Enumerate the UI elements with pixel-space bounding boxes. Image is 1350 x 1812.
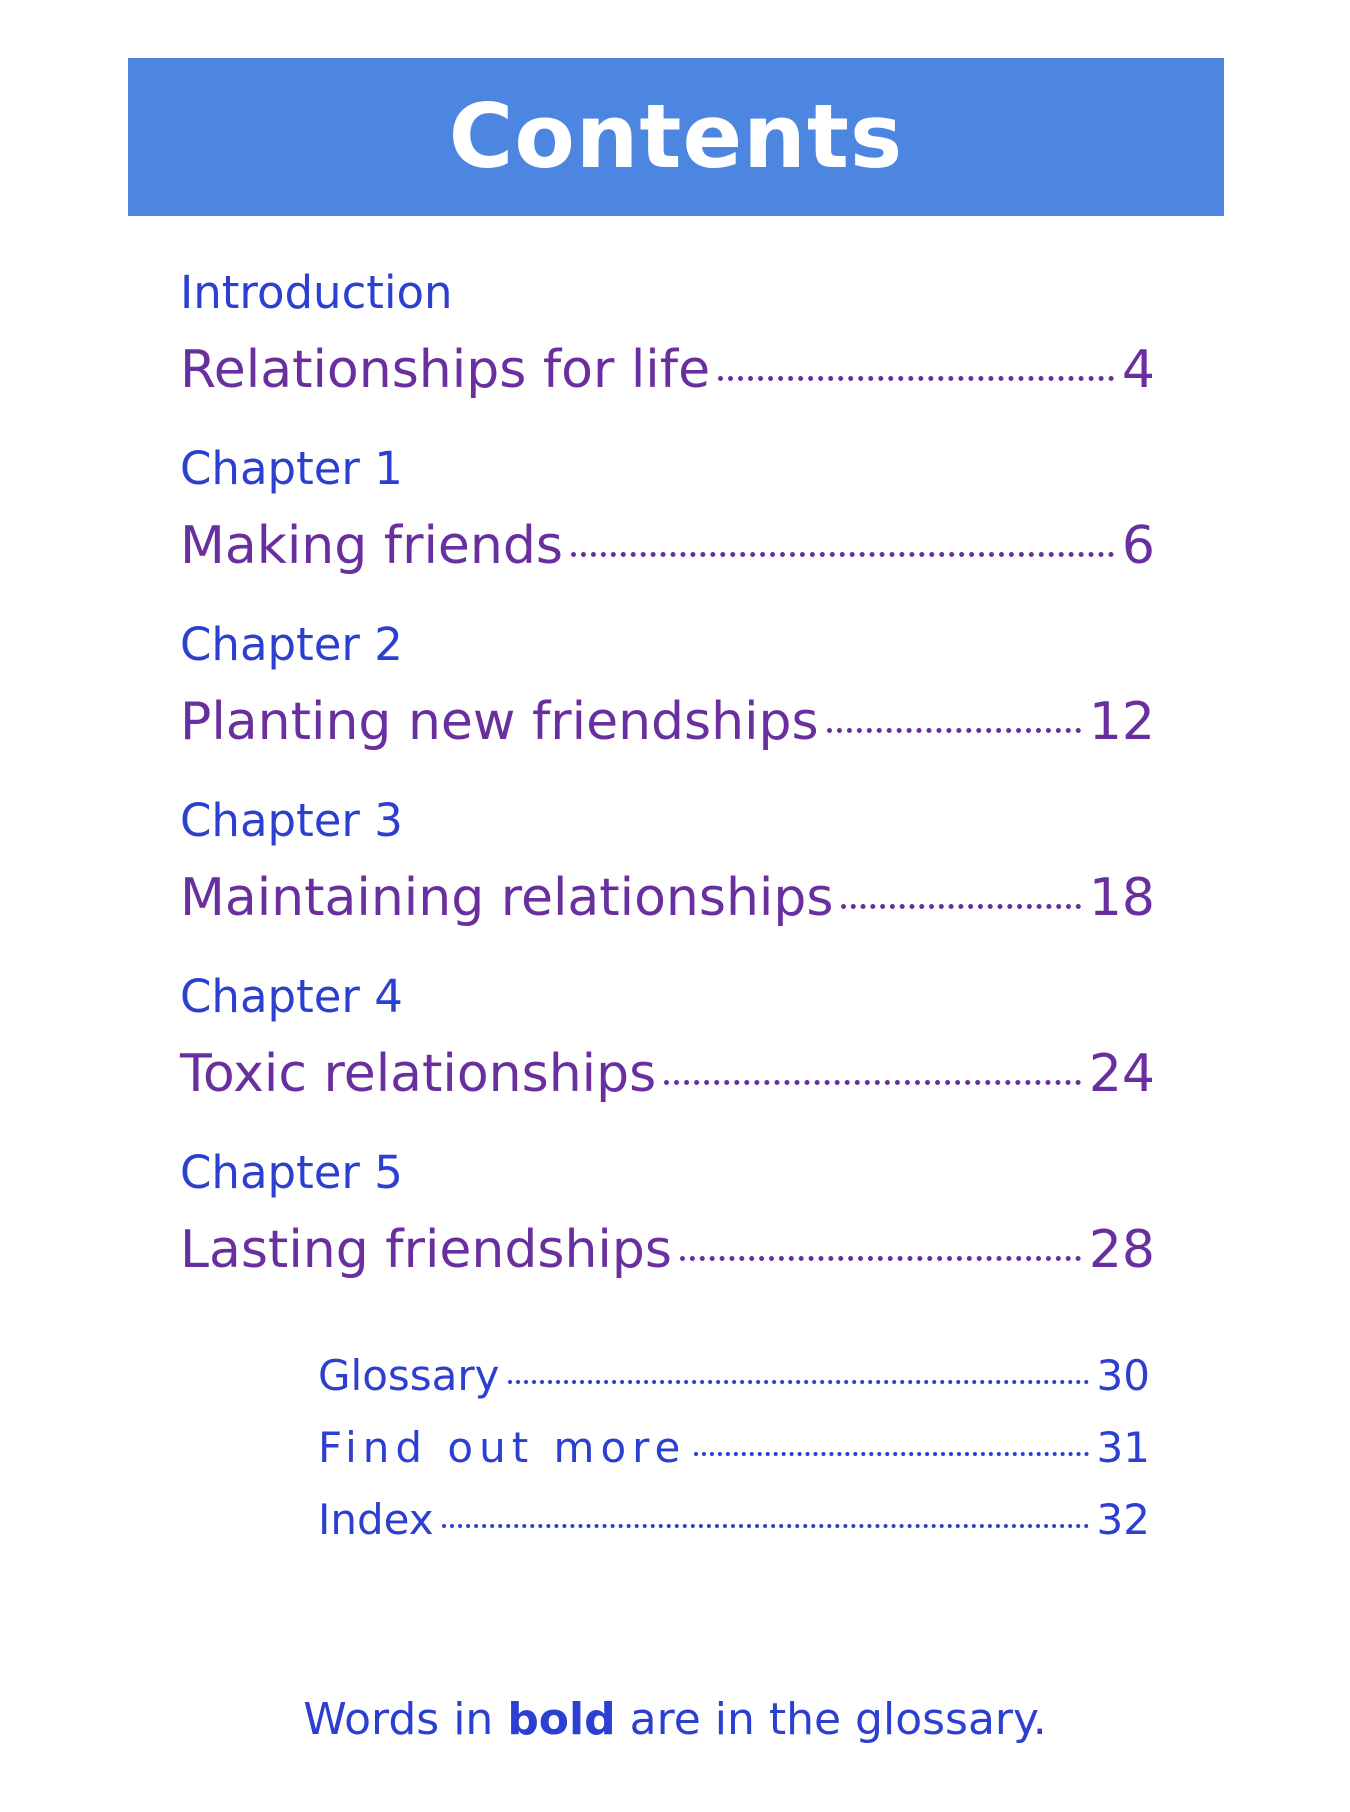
entry-title: Relationships for life [180, 340, 711, 400]
page-number: 30 [1096, 1351, 1150, 1400]
toc-entry[interactable] [180, 500, 1155, 592]
entry-title: Glossary [318, 1351, 500, 1400]
glossary-note [0, 1690, 1350, 1750]
entry-title: Index [318, 1495, 434, 1544]
entry-title: Find out more [318, 1423, 687, 1472]
chapter-label: Chapter 2 [180, 618, 403, 671]
back-matter-entry-find-out-more[interactable] [318, 1412, 1150, 1484]
chapter-label: Chapter 3 [180, 794, 403, 847]
entry-title: Maintaining relationships [180, 868, 834, 928]
glossary-note-bold: bold [507, 1694, 616, 1745]
toc-section-chapter-4 [180, 966, 1180, 1120]
toc-entry[interactable] [180, 324, 1155, 416]
chapter-label: Chapter 1 [180, 442, 403, 495]
dot-leader [508, 1380, 1089, 1384]
page-number: 31 [1096, 1423, 1150, 1472]
toc-section-chapter-2 [180, 614, 1180, 768]
page-number: 12 [1088, 692, 1155, 752]
toc-section-chapter-5 [180, 1142, 1180, 1296]
toc-entry[interactable] [180, 1028, 1155, 1120]
dot-leader [680, 1256, 1081, 1261]
toc-entry[interactable] [180, 676, 1155, 768]
glossary-note-after: are in the glossary. [615, 1694, 1047, 1745]
toc-entry[interactable] [180, 852, 1155, 944]
glossary-note-before: Words in [303, 1694, 508, 1745]
page-number: 6 [1121, 516, 1155, 576]
entry-title: Toxic relationships [180, 1044, 657, 1104]
dot-leader [718, 376, 1114, 381]
chapter-label: Chapter 5 [180, 1146, 403, 1199]
chapter-label: Chapter 4 [180, 970, 403, 1023]
entry-title: Making friends [180, 516, 563, 576]
page-number: 24 [1088, 1044, 1155, 1104]
back-matter-list [318, 1340, 1150, 1556]
page-number: 28 [1088, 1220, 1155, 1280]
dot-leader [664, 1080, 1081, 1085]
back-matter-entry-glossary[interactable] [318, 1340, 1150, 1412]
toc-section-chapter-1 [180, 438, 1180, 592]
page-number: 4 [1121, 340, 1155, 400]
entry-title: Planting new friendships [180, 692, 819, 752]
back-matter-entry-index[interactable] [318, 1484, 1150, 1556]
page-number: 18 [1088, 868, 1155, 928]
toc-section-introduction [180, 262, 1180, 416]
chapter-label: Introduction [180, 266, 453, 319]
entry-title: Lasting friendships [180, 1220, 672, 1280]
dot-leader [571, 552, 1114, 557]
contents-banner [128, 58, 1224, 216]
dot-leader [841, 904, 1080, 909]
toc-section-chapter-3 [180, 790, 1180, 944]
dot-leader [827, 728, 1081, 733]
toc-entry[interactable] [180, 1204, 1155, 1296]
page-number: 32 [1096, 1495, 1150, 1544]
table-of-contents [180, 262, 1180, 1318]
dot-leader [442, 1524, 1089, 1528]
dot-leader [694, 1452, 1088, 1456]
page-title: Contents [448, 85, 904, 188]
